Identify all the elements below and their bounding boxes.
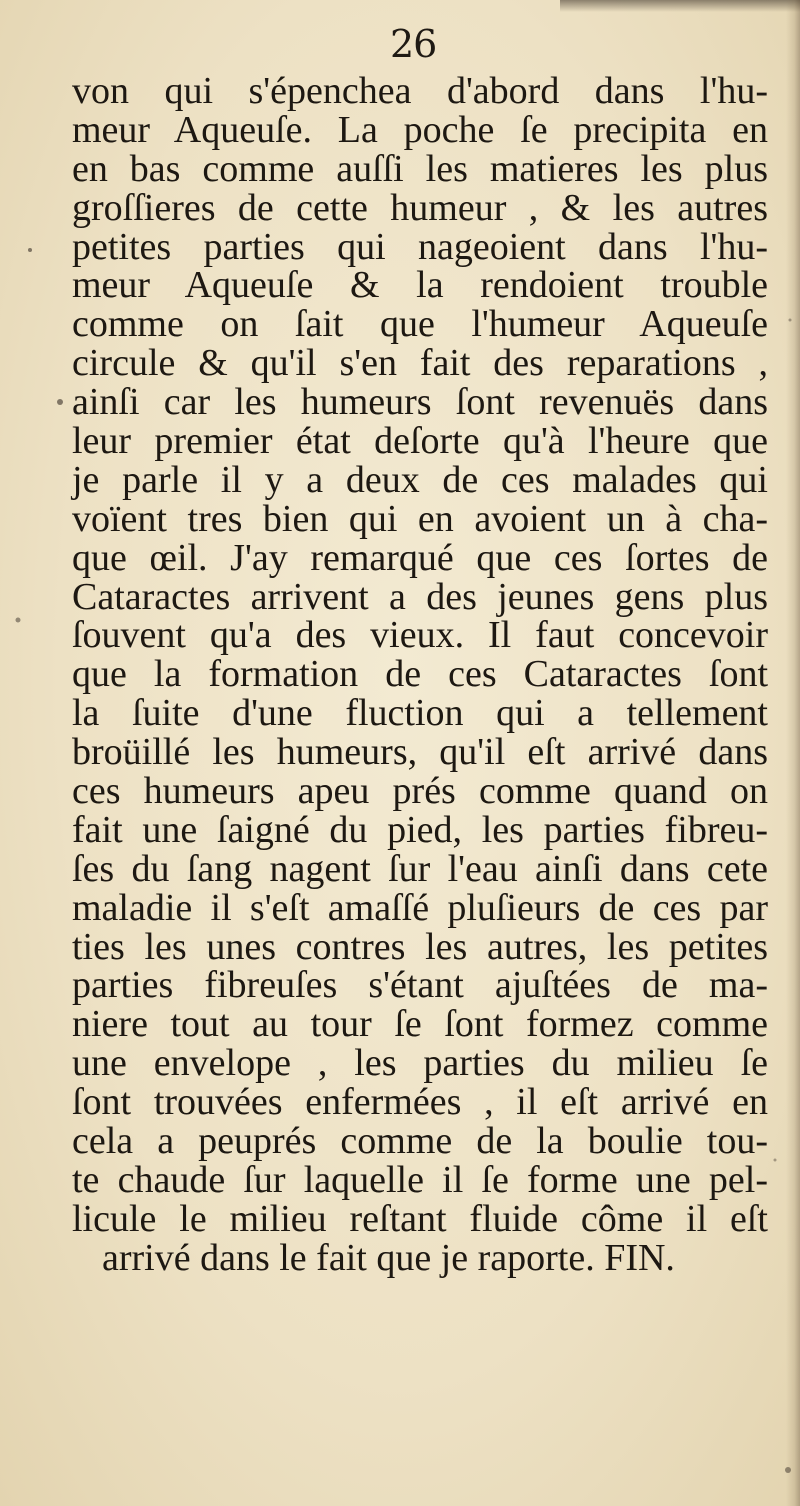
text-line: ſes du ſang nagent ſur l'eau ainſi dans cete xyxy=(72,847,768,890)
text-line: maladie il s'eſt amaſſé pluſieurs de ces par xyxy=(72,886,768,929)
body-text xyxy=(72,72,768,1278)
text-line: une envelope , les parties du milieu ſe xyxy=(72,1042,768,1085)
text-line: niere tout au tour ſe ſont formez comme xyxy=(72,1003,768,1046)
text-line: ſouvent qu'a des vieux. Il faut concevoir xyxy=(72,614,768,657)
text-line-final: arrivé dans le fait que je raporte. FIN. xyxy=(102,1236,675,1279)
text-line: ainſi car les humeurs ſont revenuës dans xyxy=(72,381,768,424)
text-line: te chaude ſur laquelle il ſe forme une pel- xyxy=(72,1158,768,1201)
text-line: groſſieres de cette humeur , & les autres xyxy=(72,186,768,229)
text-line: von qui s'épenchea d'abord dans l'hu- xyxy=(72,70,768,112)
text-line: ſont trouvées enfermées , il eſt arrivé en xyxy=(72,1081,768,1124)
text-line: cela a peuprés comme de la boulie tou- xyxy=(72,1120,768,1163)
text-line: je parle il y a deux de ces malades qui xyxy=(72,458,768,501)
page-number: 26 xyxy=(390,22,437,66)
text-line: ces humeurs apeu prés comme quand on xyxy=(72,770,768,813)
text-line: licule le milieu reſtant fluide côme il eſt xyxy=(72,1197,768,1240)
text-line: voïent tres bien qui en avoient un à cha- xyxy=(72,497,768,540)
text-line: leur premier état deſorte qu'à l'heure que xyxy=(72,420,768,463)
page-top-shadow xyxy=(560,0,800,12)
text-line: meur Aqueuſe. La poche ſe precipita en xyxy=(72,108,768,151)
text-line: que la formation de ces Cataractes ſont xyxy=(72,653,768,696)
text-line: la ſuite d'une fluction qui a tellement xyxy=(72,692,768,735)
text-line: broüillé les humeurs, qu'il eſt arrivé dans xyxy=(72,731,768,774)
text-line: petites parties qui nageoient dans l'hu- xyxy=(72,225,768,268)
text-line: que œil. J'ay remarqué que ces ſortes de xyxy=(72,536,768,579)
text-line: Cataractes arrivent a des jeunes gens plus xyxy=(72,575,768,618)
text-line: parties fibreuſes s'étant ajuſtées de ma- xyxy=(72,964,768,1007)
text-line: comme on ſait que l'humeur Aqueuſe xyxy=(72,303,768,346)
text-line: en bas comme auſſi les matieres les plus xyxy=(72,147,768,190)
text-line: ties les unes contres les autres, les petites xyxy=(72,925,768,968)
text-line: circule & qu'il s'en fait des reparations , xyxy=(72,342,768,385)
text-line: meur Aqueuſe & la rendoient trouble xyxy=(72,264,768,307)
page-right-edge xyxy=(786,0,800,1506)
text-line: fait une ſaigné du pied, les parties fibreu- xyxy=(72,808,768,851)
